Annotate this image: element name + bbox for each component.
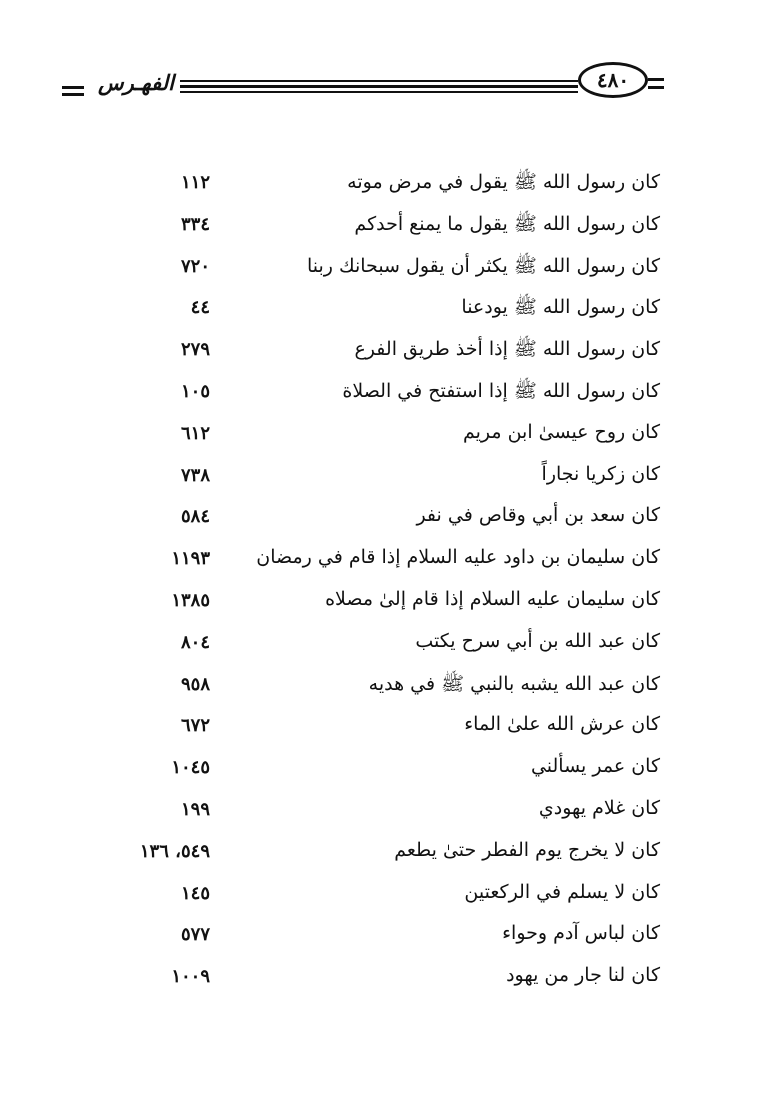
index-row: [0, 291, 766, 333]
entry-page: ١٤٥: [180, 882, 210, 904]
index-row: [0, 751, 766, 793]
entry-text: كان عمر يسألني: [530, 755, 660, 778]
index-row: [0, 166, 766, 208]
index-row: [0, 918, 766, 960]
index-row: [0, 208, 766, 250]
entry-page: ١١٢: [180, 172, 210, 193]
index-row: [0, 626, 766, 668]
header-rule: [180, 80, 578, 96]
page-title: الفهـرس: [98, 70, 174, 95]
entry-text: كان رسول الله ﷺ يقول في مرض موته: [347, 171, 660, 193]
index-row: [0, 417, 766, 459]
entry-text: كان زكريا نجاراً: [541, 462, 660, 485]
entry-page: ٢٧٩: [180, 339, 210, 361]
page-header: [0, 0, 766, 120]
entry-text: كان سعد بن أبي وقاص في نفر: [416, 504, 660, 527]
entry-text: كان رسول الله ﷺ إذا أخذ طريق الفرع: [354, 338, 660, 361]
index-row: [0, 333, 766, 375]
entry-page: ١٠٠٩: [171, 966, 210, 988]
entry-page: ٩٥٨: [180, 673, 210, 695]
entry-page: ٥٨٤: [180, 506, 210, 528]
index-row: [0, 459, 766, 501]
entry-text: كان عبد الله بن أبي سرح يكتب: [415, 629, 660, 652]
entry-page: ١٩٩: [180, 798, 210, 820]
entry-text: كان لباس آدم وحواء: [502, 922, 660, 945]
index-row: [0, 668, 766, 710]
entry-text: كان عبد الله يشبه بالنبي ﷺ في هديه: [368, 672, 660, 695]
entry-page: ٦١٢: [180, 422, 210, 444]
index-row: [0, 542, 766, 584]
entry-text: كان روح عيسىٰ ابن مريم: [462, 420, 660, 443]
entry-text: كان لا يخرج يوم الفطر حتىٰ يطعم: [394, 838, 660, 861]
index-row: [0, 835, 766, 877]
entry-page: ٨٠٤: [180, 631, 210, 653]
index-row: [0, 960, 766, 1002]
entry-text: كان رسول الله ﷺ إذا استفتح في الصلاة: [342, 379, 660, 402]
entry-text: كان رسول الله ﷺ يكثر أن يقول سبحانك ربنا: [306, 254, 660, 277]
entry-text: كان رسول الله ﷺ يودعنا: [461, 296, 660, 319]
index-row: [0, 709, 766, 751]
index-list: [0, 166, 766, 1002]
entry-page: ٧٢٠: [180, 255, 210, 277]
entry-page: ٥٤٩، ١٣٦: [139, 840, 210, 862]
entry-text: كان رسول الله ﷺ يقول ما يمنع أحدكم: [354, 212, 660, 235]
entry-text: كان لنا جار من يهود: [506, 964, 660, 987]
index-row: [0, 877, 766, 919]
entry-text: كان عرش الله علىٰ الماء: [464, 713, 660, 736]
index-row: [0, 793, 766, 835]
entry-page: ٦٧٢: [180, 715, 210, 737]
entry-page: ٧٣٨: [180, 464, 210, 486]
entry-text: كان سليمان عليه السلام إذا قام إلىٰ مصلاه: [325, 587, 660, 610]
index-row: [0, 500, 766, 542]
index-row: [0, 250, 766, 292]
entry-page: ١٠٥: [180, 380, 210, 402]
entry-page: ٥٧٧: [180, 924, 210, 946]
header-ornament-left: [62, 86, 84, 100]
entry-page: ٤٤: [190, 297, 210, 319]
header-ornament-right: [648, 78, 664, 94]
entry-text: كان سليمان بن داود عليه السلام إذا قام في رمضان: [256, 546, 660, 569]
page-number: ٤٨٠: [578, 62, 648, 98]
index-row: [0, 584, 766, 626]
entry-text: كان لا يسلم في الركعتين: [464, 880, 660, 903]
entry-page: ١٣٨٥: [171, 589, 210, 611]
entry-text: كان غلام يهودي: [538, 796, 660, 819]
entry-page: ١١٩٣: [171, 548, 210, 570]
index-row: [0, 375, 766, 417]
entry-page: ١٠٤٥: [171, 757, 210, 779]
entry-page: ٣٣٤: [180, 213, 210, 235]
